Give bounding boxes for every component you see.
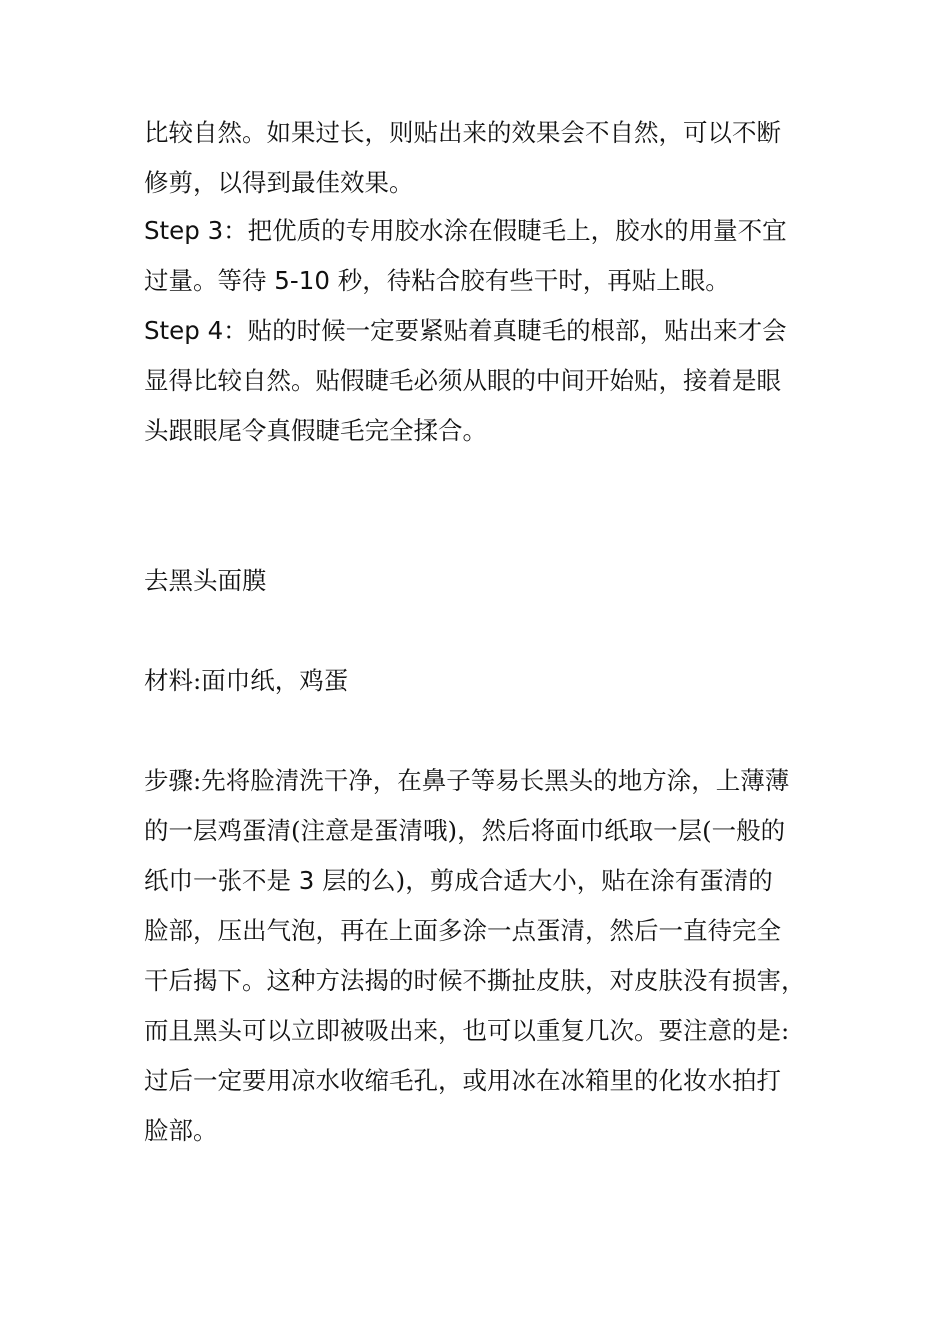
steps-line: 脸部，压出气泡，再在上面多涂一点蛋清，然后一直待完全 — [144, 916, 781, 945]
step-3-number: 5-10 — [274, 266, 330, 295]
steps-line: 干后揭下。这种方法揭的时候不撕扯皮肤，对皮肤没有损害， — [144, 966, 806, 995]
step-3-text: ：把优质的专用胶水涂在假睫毛上，胶水的用量不宜 — [223, 216, 787, 245]
step-3-label: Step 3 — [144, 216, 224, 245]
section-title-text: 去黑头面膜 — [144, 566, 267, 595]
steps-line: 的一层鸡蛋清(注意是蛋清哦)，然后将面巾纸取一层(一般的 — [144, 816, 786, 845]
step-4-label: Step 4 — [144, 316, 224, 345]
steps-line: 过后一定要用凉水收缩毛孔，或用冰在冰箱里的化妆水拍打 — [144, 1066, 781, 1095]
paragraph-line: 比较自然。如果过长，则贴出来的效果会不自然，可以不断 — [144, 118, 781, 147]
step-4-line-3: 头跟眼尾令真假睫毛完全揉合。 — [144, 416, 487, 445]
steps-line: 脸部。 — [144, 1116, 218, 1145]
paragraph-line: 修剪，以得到最佳效果。 — [144, 168, 414, 197]
steps-line: 而且黑头可以立即被吸出来，也可以重复几次。要注意的是: — [144, 1016, 790, 1045]
step-4-paragraph — [144, 306, 812, 456]
steps-text: 层的么)，剪成合适大小，贴在涂有蛋清的 — [314, 866, 773, 895]
step-4-line-1 — [144, 306, 812, 356]
steps-paragraph — [144, 756, 812, 1156]
step-3-text: 秒，待粘合胶有些干时，再贴上眼。 — [329, 266, 730, 295]
step-3-paragraph — [144, 206, 812, 306]
materials-text: 材料:面巾纸，鸡蛋 — [144, 666, 349, 695]
steps-line: 步骤:先将脸清洗干净，在鼻子等易长黑头的地方涂，上薄薄 — [144, 766, 790, 795]
section-title — [144, 556, 812, 606]
step-3-line-1 — [144, 206, 812, 256]
materials-paragraph — [144, 656, 812, 706]
steps-number: 3 — [298, 866, 315, 895]
steps-line — [144, 856, 812, 906]
steps-text: 纸巾一张不是 — [144, 866, 299, 895]
step-3-line-2 — [144, 256, 812, 306]
paragraph-continuation — [144, 108, 812, 208]
step-3-text: 过量。等待 — [144, 266, 275, 295]
step-4-line-2: 显得比较自然。贴假睫毛必须从眼的中间开始贴，接着是眼 — [144, 366, 781, 395]
step-4-text: ：贴的时候一定要紧贴着真睫毛的根部，贴出来才会 — [223, 316, 787, 345]
